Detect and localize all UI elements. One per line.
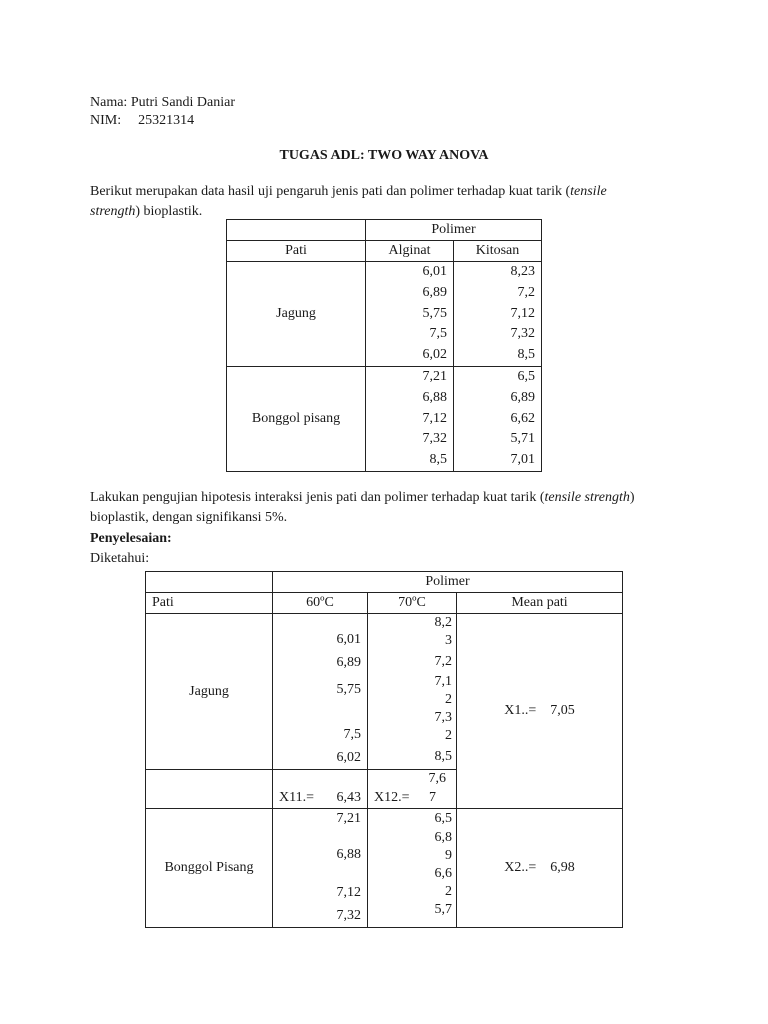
summary-table <box>145 571 623 928</box>
table2-value: 6,8 <box>434 830 452 845</box>
table1-value: 6,5 <box>517 368 535 384</box>
table1-value: 7,01 <box>510 452 535 468</box>
table2-value: 5,7 <box>434 902 452 917</box>
table2-value: 3 <box>445 633 452 648</box>
data-table <box>226 219 542 472</box>
table1-value: 6,02 <box>422 347 447 363</box>
sum-x11 <box>273 770 368 809</box>
table1-value: 7,32 <box>510 326 535 342</box>
mean-label: X2..= <box>504 860 537 875</box>
table2-value: 7,12 <box>336 885 361 900</box>
table2-value: 8,5 <box>434 749 452 764</box>
nim-value: 25321314 <box>138 113 195 128</box>
table1-value: 7,5 <box>429 326 447 342</box>
table1-value: 7,2 <box>517 284 535 300</box>
table1-blank-cell <box>227 220 366 241</box>
penyelesaian-heading: Penyelesaian: <box>90 531 172 546</box>
table1-value: 6,89 <box>422 284 447 300</box>
table2-values <box>368 614 457 770</box>
student-nim <box>90 112 194 130</box>
intro-text-2: ) bioplastik. <box>135 204 203 219</box>
table2-pati-header: Pati <box>146 593 273 614</box>
table2-blank-cell <box>146 572 273 593</box>
table1-value: 6,62 <box>510 410 535 426</box>
table2-60c-header: 60ºC <box>273 593 368 614</box>
table1-value: 6,88 <box>422 389 447 405</box>
bonggol-mean <box>457 809 623 928</box>
table1-value: 8,23 <box>510 264 535 279</box>
table2-value: 7,1 <box>434 674 452 689</box>
intro-italic-1: tensile <box>570 184 607 199</box>
table1-value: 8,5 <box>517 347 535 363</box>
intro-text-1: Berikut merupakan data hasil uji pengaruh jenis pati dan polimer terhadap kuat tarik ( <box>90 184 571 199</box>
table1-value: 6,89 <box>510 389 535 405</box>
nim-label: NIM: <box>90 113 122 128</box>
table1-values <box>366 262 454 367</box>
table2-value: 6,01 <box>336 632 361 647</box>
table2-value: 7,5 <box>343 727 361 742</box>
table2-value: 7,3 <box>434 710 452 725</box>
table1-alginat-header: Alginat <box>366 241 454 262</box>
diketahui-label: Diketahui: <box>90 551 150 566</box>
table2-value: 6,88 <box>336 847 361 862</box>
table1-value: 7,32 <box>422 431 447 447</box>
intro-paragraph <box>90 182 680 222</box>
jagung-mean <box>457 614 623 809</box>
sum-value: 7 <box>429 790 436 805</box>
mean-value: 6,98 <box>550 860 575 875</box>
sum-value-top: 7,6 <box>428 771 446 786</box>
table2-value: 6,02 <box>336 750 361 765</box>
table1-value: 7,21 <box>422 368 447 384</box>
sum-x12 <box>368 770 457 809</box>
table2-value: 2 <box>445 728 452 743</box>
table2-value: 6,5 <box>434 811 452 826</box>
table1-value: 7,12 <box>510 305 535 321</box>
student-name: Nama: Putri Sandi Daniar <box>90 95 236 110</box>
sum-label: X11.= <box>279 790 314 805</box>
table1-value: 6,01 <box>422 264 447 279</box>
table2-mean-header: Mean pati <box>457 593 623 614</box>
task-paragraph <box>90 488 690 528</box>
table1-value: 8,5 <box>429 452 447 468</box>
table2-blank-cell <box>146 770 273 809</box>
task-italic: tensile strength <box>544 490 630 505</box>
table1-polimer-header: Polimer <box>366 220 542 241</box>
task-text-1: Lakukan pengujian hipotesis interaksi jenis pati dan polimer terhadap kuat tarik ( <box>90 490 545 505</box>
table2-value: 7,21 <box>336 811 361 826</box>
table2-value: 2 <box>445 884 452 899</box>
sum-value: 6,43 <box>336 790 361 805</box>
table2-value: 6,89 <box>336 655 361 670</box>
table2-polimer-header: Polimer <box>273 572 623 593</box>
table1-values <box>454 366 542 471</box>
table1-pati-header: Pati <box>227 241 366 262</box>
table1-value: 7,12 <box>422 410 447 426</box>
table2-values <box>273 809 368 928</box>
table1-values <box>366 366 454 471</box>
task-text-2: ) <box>629 490 635 505</box>
table1-kitosan-header: Kitosan <box>454 241 542 262</box>
sum-label: X12.= <box>374 790 410 805</box>
table2-value: 6,6 <box>434 866 452 881</box>
document-title: TUGAS ADL: TWO WAY ANOVA <box>279 148 489 163</box>
mean-label: X1..= <box>504 703 537 718</box>
table2-value: 7,2 <box>434 654 452 669</box>
table2-value: 7,32 <box>336 908 361 923</box>
table2-70c-header: 70ºC <box>368 593 457 614</box>
table2-value: 5,75 <box>336 682 361 697</box>
intro-italic-2: strength <box>90 204 136 219</box>
table2-value: 8,2 <box>434 615 452 630</box>
task-text-3: bioplastik, dengan signifikansi 5%. <box>90 510 288 525</box>
table2-row-label: Jagung <box>146 614 273 770</box>
table1-row-label: Jagung <box>227 262 366 367</box>
table1-row-label: Bonggol pisang <box>227 366 366 471</box>
table2-values <box>273 614 368 770</box>
mean-value: 7,05 <box>550 703 575 718</box>
table2-value: 2 <box>445 692 452 707</box>
table2-row-label: Bonggol Pisang <box>146 809 273 928</box>
table1-value: 5,75 <box>422 305 447 321</box>
table1-value: 5,71 <box>510 431 535 447</box>
table1-values <box>454 262 542 367</box>
table2-values <box>368 809 457 928</box>
table2-value: 9 <box>445 848 452 863</box>
